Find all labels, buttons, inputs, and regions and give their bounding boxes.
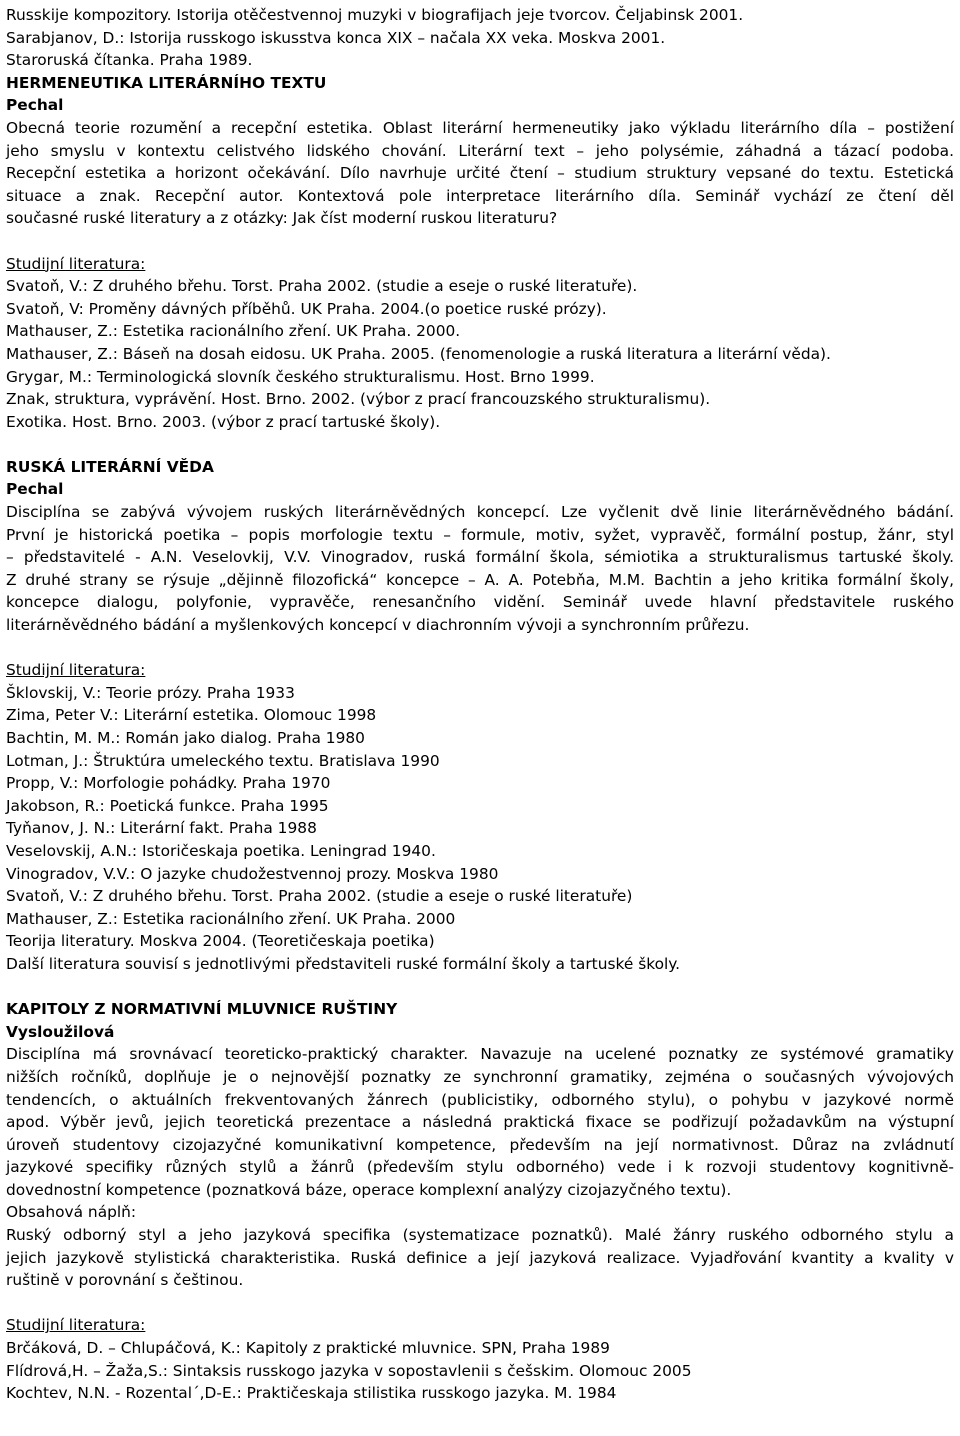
literature-item: Veselovskij, A.N.: Istoričeskaja poetika. Leningrad 1940. bbox=[6, 841, 436, 860]
literature-item: Mathauser, Z.: Báseň na dosah eidosu. UK Praha. 2005. (fenomenologie a ruská literatura a literární věda). bbox=[6, 344, 831, 363]
section-author: Pechal bbox=[6, 96, 64, 115]
literature-item: Mathauser, Z.: Estetika racionálního zření. UK Praha. 2000 bbox=[6, 909, 456, 928]
literature-item: Svatoň, V: Proměny dávných příběhů. UK Praha. 2004.(o poetice ruské prózy). bbox=[6, 299, 607, 318]
literature-item: Brčáková, D. – Chlupáčová, K.: Kapitoly z praktické mluvnice. SPN, Praha 1989 bbox=[6, 1339, 610, 1358]
literature-item: Šklovskij, V.: Teorie prózy. Praha 1933 bbox=[6, 683, 295, 702]
section-author: Vysloužilová bbox=[6, 1022, 115, 1041]
content-line: ruštině v porovnání s češtinou. bbox=[6, 1271, 244, 1290]
spacer bbox=[6, 1292, 954, 1315]
section-hermeneutika bbox=[6, 72, 954, 456]
description-line: literárněvědného bádání a myšlenkových koncepcí v diachronním vývoji a synchronním průřezu. bbox=[6, 616, 750, 635]
section-ruska-literarni-veda bbox=[6, 456, 954, 998]
literature-item: Svatoň, V.: Z druhého břehu. Torst. Praha 2002. (studie a eseje o ruské literatuře). bbox=[6, 277, 638, 296]
content-line: Ruský odborný styl a jeho jazyková specifika (systematizace poznatků). Malé žánry ruského odborného stylu a bbox=[6, 1226, 954, 1245]
section-title: HERMENEUTIKA LITERÁRNÍHO TEXTU bbox=[6, 73, 327, 92]
description-line: První je historická poetika – popis morfologie textu – formule, motiv, syžet, vypravěč, formální postup, žánr, styl bbox=[6, 525, 954, 544]
description-line: současné ruské literatury a z otázky: Jak číst moderní ruskou literaturu? bbox=[6, 209, 558, 228]
literature-label: Studijní literatura: bbox=[6, 1316, 146, 1335]
literature-item: Flídrová,H. – Žaža,S.: Sintaksis russkogo jazyka v sopostavlenii s češskim. Olomouc 2005 bbox=[6, 1361, 692, 1380]
description-line: Disciplína má srovnávací teoreticko-praktický charakter. Navazuje na ucelené poznatky ze systémové gramatiky bbox=[6, 1045, 954, 1064]
literature-item: Exotika. Host. Brno. 2003. (výbor z prací tartuské školy). bbox=[6, 412, 441, 431]
literature-label: Studijní literatura: bbox=[6, 254, 146, 273]
description-line: Disciplína se zabývá vývojem ruských literárněvědných koncepcí. Lze vyčlenit dvě linie literárněvědného bádání. bbox=[6, 503, 954, 522]
section-normativni-mluvnice bbox=[6, 998, 954, 1405]
reference-line: Russkije kompozitory. Istorija otěčestvennoj muzyki v biografijach jeje tvorcov. Čeljabinsk 2001. bbox=[6, 6, 744, 24]
description-line: situace a znak. Recepční autor. Kontextová pole interpretace literárního díla. Seminář vychází ze čtení děl bbox=[6, 186, 954, 205]
section-title: RUSKÁ LITERÁRNÍ VĚDA bbox=[6, 457, 214, 476]
reference-line: Sarabjanov, D.: Istorija russkogo iskusstva konca XIX – načala XX veka. Moskva 2001. bbox=[6, 28, 666, 47]
description-line: Z druhé strany se rýsuje „dějinně filozofická“ koncepce – A. A. Potebňa, M.M. Bachtin a jeho kritika formální školy, bbox=[6, 570, 954, 589]
description-line: jazykové specifiky různých stylů a žánrů (především stylu odborného) vede i k rozvoji studentovy kognitivně- bbox=[6, 1158, 954, 1177]
description-line: jeho smyslu v kontextu celistvého lidského chování. Literární text – jeho polysémie, záhadná a tázací podoba. bbox=[6, 141, 954, 160]
description-line: Obecná teorie rozumění a recepční estetika. Oblast literární hermeneutiky jako výkladu literárního díla – postižení bbox=[6, 118, 954, 137]
section-author: Pechal bbox=[6, 480, 64, 499]
section-title: KAPITOLY Z NORMATIVNÍ MLUVNICE RUŠTINY bbox=[6, 1000, 398, 1019]
literature-item: Grygar, M.: Terminologická slovník českého strukturalismu. Host. Brno 1999. bbox=[6, 367, 595, 386]
description-line: – představitelé - A.N. Veselovkij, V.V. Vinogradov, ruská formální škola, sémiotika a strukturalismus tartuské školy. bbox=[6, 548, 954, 567]
literature-item: Kochtev, N.N. - Rozental´,D-E.: Praktičeskaja stilistika russkogo jazyka. M. 1984 bbox=[6, 1384, 617, 1403]
content-label: Obsahová náplň: bbox=[6, 1203, 137, 1222]
content-line: jejich jazykově stylistická charakteristika. Ruská definice a její jazyková realizace. Vyjadřování kvantity a kvality v bbox=[6, 1248, 954, 1267]
literature-item: Vinogradov, V.V.: O jazyke chudožestvennoj prozy. Moskva 1980 bbox=[6, 864, 499, 883]
literature-item: Znak, struktura, vyprávění. Host. Brno. 2002. (výbor z prací francouzského strukturalismu). bbox=[6, 390, 711, 409]
literature-item: Teorija literatury. Moskva 2004. (Teoretičeskaja poetika) bbox=[6, 932, 435, 951]
literature-item: Mathauser, Z.: Estetika racionálního zření. UK Praha. 2000. bbox=[6, 322, 461, 341]
description-line: nižších ročníků, doplňuje je o nejnovější poznatky ze synchronní gramatiky, zejména o současných vývojových bbox=[6, 1067, 954, 1086]
spacer bbox=[6, 230, 954, 253]
description-line: koncepce dialogu, polyfonie, vypravěče, renesančního vidění. Seminář uvede hlavní představitele ruského bbox=[6, 593, 954, 612]
spacer bbox=[6, 637, 954, 660]
literature-item: Jakobson, R.: Poetická funkce. Praha 1995 bbox=[6, 796, 329, 815]
literature-label: Studijní literatura: bbox=[6, 661, 146, 680]
literature-item: Svatoň, V.: Z druhého břehu. Torst. Praha 2002. (studie a eseje o ruské literatuře) bbox=[6, 887, 633, 906]
description-line: tendencích, o aktuálních frekventovaných žánrech (publicistiky, odborného stylu), o pohybu v jazykové normě bbox=[6, 1090, 954, 1109]
literature-item: Bachtin, M. M.: Román jako dialog. Praha 1980 bbox=[6, 729, 365, 747]
literature-item: Propp, V.: Morfologie pohádky. Praha 1970 bbox=[6, 774, 331, 793]
spacer bbox=[6, 433, 954, 456]
reference-line: Staroruská čítanka. Praha 1989. bbox=[6, 51, 253, 70]
literature-item: Tyňanov, J. N.: Literární fakt. Praha 1988 bbox=[6, 819, 317, 838]
description-line: dovednostní kompetence (poznatková báze, operace komplexní analýzy cizojazyčného textu). bbox=[6, 1180, 732, 1199]
description-line: Recepční estetika a horizont očekávání. Dílo navrhuje určité čtení – studium struktury vepsané do textu. Estetická bbox=[6, 164, 954, 183]
description-line: úroveň studentovy cizojazyčné komunikativní kompetence, především na její normativnost. Důraz na zvládnutí bbox=[6, 1135, 954, 1154]
spacer bbox=[6, 976, 954, 999]
literature-item: Zima, Peter V.: Literární estetika. Olomouc 1998 bbox=[6, 706, 377, 725]
description-line: apod. Výběr jevů, jejich teoretická prezentace a následná praktická fixace se podřizují požadavkům na výstupní bbox=[6, 1113, 954, 1132]
intro-references bbox=[6, 4, 954, 72]
literature-item: Další literatura souvisí s jednotlivými představiteli ruské formální školy a tartuské školy. bbox=[6, 954, 681, 973]
literature-item: Lotman, J.: Štruktúra umeleckého textu. Bratislava 1990 bbox=[6, 751, 440, 770]
